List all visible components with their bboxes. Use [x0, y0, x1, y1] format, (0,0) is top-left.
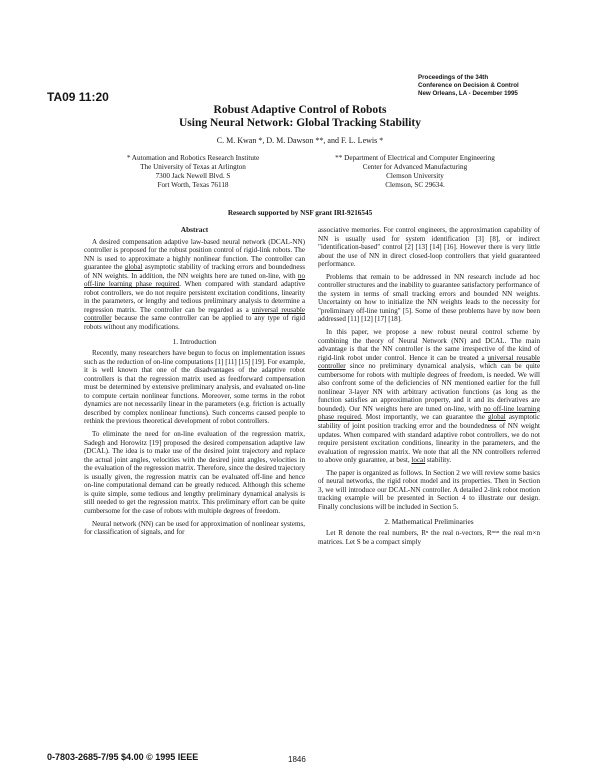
underlined-text: universal reusable controller	[318, 353, 540, 371]
underlined-text: global	[124, 263, 143, 272]
proceedings-line: Conference on Decision & Control	[418, 81, 519, 89]
affiliation-right	[300, 154, 530, 190]
proceedings-line: Proceedings of the 34th	[418, 74, 489, 81]
intro-heading: 1. Introduction	[172, 336, 217, 346]
grant-note: Research supported by NSF grant IRI-9216545	[227, 209, 373, 217]
text-run: . When compared with standard adaptive robot controllers, we do not require persistent excitation conditions, linearity in the parameters, or lengthy and tedious preliminary analysis to determine a regression matrix. The controller can be regarded as a	[84, 280, 305, 314]
affiliation-line: * Automation and Robotics Research Institute	[126, 154, 260, 162]
affiliation-line: Fort Worth, Texas 76118	[157, 181, 229, 189]
proceedings-info	[418, 74, 588, 97]
text-run: In this paper, we propose a new robust neural control scheme by combining the theory of Neural Network (NN) and DCAL. The main advantage is that the NN controller is the same irrespective of the kind of rigid-link robot under control. Hence it can be treated a	[318, 328, 540, 362]
body-paragraph	[318, 328, 540, 465]
intro-paragraph: Recently, many researchers have begun to focus on implementation issues such as the reduction of on-line computations [1] [11] [15] [19]. For example, it is well known that one of the disadvantages of the adaptive robot controllers is that the regression matrix used as feedforward compensation must be determined by extensive preliminary analysis, and evaluated on-line to compute certain nonlinear functions. Moreover, some terms in the robot dynamics are not necessarily linear in the parameters (e.g. friction is actually described by complex nonlinear functions). Such concerns caused people to rethink the previous theoretical development of robot controllers.	[84, 349, 305, 426]
underlined-text: no off-line learning phase required	[84, 271, 305, 289]
underlined-text: local	[411, 456, 426, 465]
text-run: because the same controller can be applied to any type of rigid robots without any modifications.	[84, 314, 305, 332]
body-paragraph: Let R denote the real numbers, Rⁿ the real n-vectors, Rᵐˣⁿ the real m×n matrices. Let S be a compact simply	[318, 529, 540, 546]
underlined-text: universal reusable controller	[84, 305, 305, 323]
underlined-text: global	[488, 413, 506, 422]
title-line-1: Robust Adaptive Control of Robots	[213, 104, 387, 116]
affiliation-line: ** Department of Electrical and Computer Engineering	[335, 154, 495, 162]
abstract-paragraph	[84, 238, 305, 332]
intro-paragraph: To eliminate the need for on-line evaluation of the regression matrix, Sadegh and Horowitz [19] proposed the desired compensation adaptive law (DCAL). The idea is to make use of the desired joint trajectory and replace the actual joint angles, velocities with the desired joint angles, velocities in the evaluation of the regression matrix. Therefore, since the desired trajectory is usually given, the regression matrix can be evaluated off-line and hence on-line computational demand can be greatly reduced. Although this scheme is quite simple, some tedious and lengthy preliminary dynamical analysis is still needed to get the regression matrix. This preliminary effort can be quite cumbersome for the case of robots with multiple degrees of freedom.	[84, 430, 305, 515]
affiliation-line: Clemson, SC 29634.	[385, 181, 445, 189]
page-number: 1846	[288, 755, 306, 764]
session-code: TA09 11:20	[47, 90, 109, 104]
affiliation-line: Center for Advanced Manufacturing	[362, 163, 468, 171]
proceedings-line: New Orleans, LA - December 1995	[418, 89, 518, 97]
title-line-2: Using Neural Network: Global Tracking Stability	[178, 117, 422, 129]
affiliation-left	[88, 154, 298, 190]
right-column	[318, 226, 540, 550]
body-paragraph: The paper is organized as follows. In Section 2 we will review some basics of neural networks, the rigid robot model and its properties. Then in Section 3, we will introduce our DCAL-NN controller. A detailed 2-link robot motion tracking example will be presented in Section 4 to illustrate our design. Finally conclusions will be included in Section 5.	[318, 468, 540, 511]
body-paragraph: associative memories. For control engineers, the approximation capability of NN is usually used for system identification [3] [8], or indirect "identification-based" control [2] [13] [14] [16]. However there is very little about the use of NN in direct closed-loop controllers that yield guaranteed performance.	[318, 226, 540, 269]
intro-paragraph: Neural network (NN) can be used for approximation of nonlinear systems, for classification of signals, and for	[84, 519, 305, 537]
copyright-line: 0-7803-2685-7/95 $4.00 © 1995 IEEE	[47, 752, 199, 762]
paper-title	[0, 104, 600, 130]
text-run: stability.	[425, 456, 452, 465]
abstract-heading: Abstract	[180, 225, 209, 234]
underlined-text: no off-line learning phase required	[318, 404, 540, 422]
text-run: asymptotic stability of joint position tracking error and the boundedness of NN weight updates. When compared with standard adaptive robot controllers, we do not require persistent excitation conditions, linearity in the parameters, and the evaluation of regression matrix. We note that all the NN controllers referred to above only guarantee, at best,	[318, 413, 540, 465]
affiliation-line: 7300 Jack Newell Blvd. S	[155, 172, 231, 180]
text-run: since no preliminary dynamical analysis, which can be quite cumbersome for robots with multiple degrees of freedom, is needed. We will also confront some of the deficiencies of NN mentioned earlier for the full nonlinear 3-layer NN with arbitrary activation functions (as long as the function satisfies an approximation property, and it and its derivatives are bounded). Our NN weights here are tuned on-line, with	[318, 362, 540, 413]
text-run: A desired compensation adaptive law-based neural network (DCAL-NN) controller is proposed for the robust position control of rigid-link robots. The NN is used to approximate a highly nonlinear function. The controller can guarantee the	[84, 237, 305, 272]
text-run: asymptotic stability of tracking errors and boundedness of NN weights. In addition, the NN weights here are tuned on-line, with	[84, 263, 305, 280]
affiliation-line: The University of Texas at Arlington	[140, 163, 246, 171]
left-column	[84, 226, 305, 541]
section-2-heading: 2. Mathematical Preliminaries	[384, 516, 474, 526]
text-run: . Most importantly, we can guarantee the	[360, 413, 488, 422]
author-list: C. M. Kwan *, D. M. Dawson **, and F. L. Lewis *	[216, 136, 384, 145]
affiliation-line: Clemson University	[386, 172, 444, 180]
body-paragraph: Problems that remain to be addressed in NN research include ad hoc controller structures and the inability to guarantee satisfactory performance of the system in terms of small tracking errors and bounded NN weights. Uncertainty on how to initialize the NN weights leads to the necessity for "preliminary off-line tuning" [5]. Some of these problems have by now been addressed [11] [12] [17] [18].	[318, 272, 540, 324]
